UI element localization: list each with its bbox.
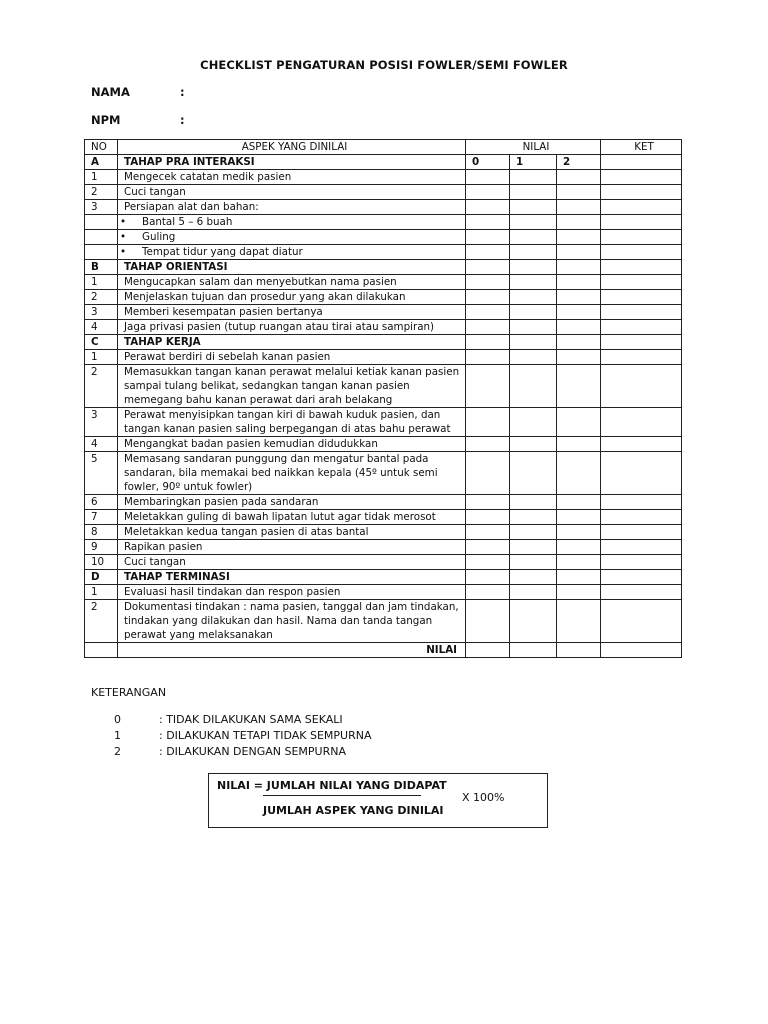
score-cell-1[interactable] — [510, 365, 557, 408]
header-nilai: NILAI — [466, 140, 601, 155]
score-cell-0[interactable] — [466, 320, 510, 335]
score-cell-0[interactable] — [466, 452, 510, 495]
npm-label: NPM — [91, 113, 121, 127]
legend-desc: : DILAKUKAN TETAPI TIDAK SEMPURNA — [159, 729, 372, 742]
score-cell-1[interactable] — [510, 170, 557, 185]
ket-cell[interactable] — [601, 525, 682, 540]
legend-desc: : TIDAK DILAKUKAN SAMA SEKALI — [159, 713, 343, 726]
score-cell-0[interactable] — [466, 585, 510, 600]
nama-colon: : — [180, 85, 185, 99]
item-no: 2 — [85, 185, 118, 200]
score-cell-0[interactable] — [466, 408, 510, 437]
score-cell-2[interactable] — [557, 290, 601, 305]
table-row — [85, 510, 682, 525]
score-cell-2[interactable] — [557, 540, 601, 555]
ket-cell[interactable] — [601, 320, 682, 335]
item-no: 2 — [85, 600, 118, 643]
score-cell-0[interactable] — [466, 185, 510, 200]
ket-cell[interactable] — [601, 495, 682, 510]
score-label-0: 0 — [466, 155, 510, 170]
score-cell-0[interactable] — [466, 215, 510, 230]
table-row — [85, 305, 682, 320]
score-cell-0[interactable] — [466, 230, 510, 245]
ket-cell[interactable] — [601, 155, 682, 170]
section-no: A — [85, 155, 118, 170]
score-cell-2[interactable] — [557, 600, 601, 643]
score-cell-1[interactable] — [510, 245, 557, 260]
score-cell-1[interactable] — [510, 525, 557, 540]
bullet-row — [85, 215, 682, 230]
ket-cell[interactable] — [601, 350, 682, 365]
ket-cell[interactable] — [601, 585, 682, 600]
score-cell-2[interactable] — [557, 200, 601, 215]
table-row — [85, 185, 682, 200]
ket-cell[interactable] — [601, 200, 682, 215]
item-text: Memberi kesempatan pasien bertanya — [118, 305, 466, 320]
item-text: Evaluasi hasil tindakan dan respon pasien — [118, 585, 466, 600]
item-no: 1 — [85, 170, 118, 185]
table-row — [85, 290, 682, 305]
document-title: CHECKLIST PENGATURAN POSISI FOWLER/SEMI FOWLER — [200, 58, 568, 72]
score-cell-0[interactable] — [466, 555, 510, 570]
table-row — [85, 600, 682, 643]
score-cell-2[interactable] — [557, 495, 601, 510]
score-cell-0[interactable] — [466, 437, 510, 452]
bullet-icon: • — [120, 216, 127, 228]
item-text: Mengucapkan salam dan menyebutkan nama pasien — [118, 275, 466, 290]
score-cell-2[interactable] — [557, 452, 601, 495]
score-cell-1[interactable] — [510, 437, 557, 452]
item-text: Membaringkan pasien pada sandaran — [118, 495, 466, 510]
ket-cell[interactable] — [601, 600, 682, 643]
table-header-row — [85, 140, 682, 155]
total-label: NILAI — [118, 643, 466, 658]
score-cell-2[interactable] — [557, 585, 601, 600]
item-no: 5 — [85, 452, 118, 495]
ket-cell[interactable] — [601, 290, 682, 305]
score-cell-1[interactable] — [510, 215, 557, 230]
score-cell-1[interactable] — [510, 555, 557, 570]
score-cell-1[interactable] — [510, 600, 557, 643]
score-cell-2[interactable] — [557, 275, 601, 290]
score-cell-2[interactable] — [557, 245, 601, 260]
score-cell-0[interactable] — [466, 540, 510, 555]
section-title: TAHAP ORIENTASI — [118, 260, 466, 275]
score-cell-2[interactable] — [557, 408, 601, 437]
item-text: Perawat menyisipkan tangan kiri di bawah kuduk pasien, dan tangan kanan pasien saling berpegangan di atas bahu perawat — [118, 408, 466, 437]
item-no: 10 — [85, 555, 118, 570]
item-text: Perawat berdiri di sebelah kanan pasien — [118, 350, 466, 365]
item-text: Dokumentasi tindakan : nama pasien, tanggal dan jam tindakan, tindakan yang dilakukan dan hasil. Nama dan tanda tangan perawat yang melaksanakan — [118, 600, 466, 643]
score-cell-0[interactable] — [466, 365, 510, 408]
score-cell-0[interactable] — [466, 495, 510, 510]
item-no: 3 — [85, 408, 118, 437]
section-row — [85, 155, 682, 170]
table-row — [85, 540, 682, 555]
score-cell-1[interactable] — [510, 200, 557, 215]
item-no: 8 — [85, 525, 118, 540]
table-row — [85, 555, 682, 570]
ket-cell[interactable] — [601, 408, 682, 437]
score-cell-1[interactable] — [510, 495, 557, 510]
score-cell-0[interactable] — [466, 525, 510, 540]
legend-code: 1 — [114, 729, 121, 742]
item-text: Cuci tangan — [118, 185, 466, 200]
bullet-icon: • — [120, 246, 127, 258]
item-text: Mengecek catatan medik pasien — [118, 170, 466, 185]
table-row — [85, 585, 682, 600]
score-cell-1[interactable] — [510, 510, 557, 525]
score-formula-box — [208, 773, 548, 828]
ket-cell[interactable] — [601, 230, 682, 245]
ket-cell[interactable] — [601, 245, 682, 260]
table-row — [85, 452, 682, 495]
score-cell-0[interactable] — [466, 290, 510, 305]
section-title: TAHAP TERMINASI — [118, 570, 466, 585]
bullet-row — [85, 230, 682, 245]
table-row — [85, 525, 682, 540]
score-cell-2[interactable] — [557, 350, 601, 365]
table-row — [85, 495, 682, 510]
bullet-icon: • — [120, 231, 127, 243]
table-row — [85, 170, 682, 185]
score-cell-1[interactable] — [510, 408, 557, 437]
section-row — [85, 260, 682, 275]
table-row — [85, 275, 682, 290]
total-row — [85, 643, 682, 658]
score-cell-2[interactable] — [557, 555, 601, 570]
table-row — [85, 365, 682, 408]
item-text: Meletakkan kedua tangan pasien di atas bantal — [118, 525, 466, 540]
header-aspek: ASPEK YANG DINILAI — [118, 140, 466, 155]
item-no: 7 — [85, 510, 118, 525]
section-row — [85, 570, 682, 585]
score-cell-1[interactable] — [510, 540, 557, 555]
item-text: Memasang sandaran punggung dan mengatur bantal pada sandaran, bila memakai bed naikkan kepala (45º untuk semi fowler, 90º untuk fowler) — [118, 452, 466, 495]
ket-cell[interactable] — [601, 365, 682, 408]
score-cell-2[interactable] — [557, 525, 601, 540]
fraction-line — [263, 795, 421, 796]
table-row — [85, 200, 682, 215]
score-label-2: 2 — [557, 155, 601, 170]
item-no: 1 — [85, 350, 118, 365]
header-ket: KET — [601, 140, 682, 155]
item-no: 4 — [85, 437, 118, 452]
legend-desc: : DILAKUKAN DENGAN SEMPURNA — [159, 745, 346, 758]
ket-cell[interactable] — [601, 170, 682, 185]
score-cell-1[interactable] — [510, 350, 557, 365]
legend-code: 0 — [114, 713, 121, 726]
nama-label: NAMA — [91, 85, 130, 99]
score-cell-2[interactable] — [557, 320, 601, 335]
ket-cell[interactable] — [601, 437, 682, 452]
score-cell-1[interactable] — [510, 275, 557, 290]
total-ket-cell[interactable] — [601, 643, 682, 658]
table-row — [85, 437, 682, 452]
ket-cell[interactable] — [601, 275, 682, 290]
section-no: B — [85, 260, 118, 275]
ket-cell[interactable] — [601, 305, 682, 320]
header-no: NO — [85, 140, 118, 155]
item-no: 6 — [85, 495, 118, 510]
section-no: C — [85, 335, 118, 350]
section-title: TAHAP PRA INTERAKSI — [118, 155, 466, 170]
item-no: 3 — [85, 200, 118, 215]
total-cell-0[interactable] — [466, 643, 510, 658]
legend-code: 2 — [114, 745, 121, 758]
item-no: 3 — [85, 305, 118, 320]
score-cell-2[interactable] — [557, 185, 601, 200]
score-cell-2[interactable] — [557, 170, 601, 185]
item-text: Meletakkan guling di bawah lipatan lutut agar tidak merosot — [118, 510, 466, 525]
checklist-table — [84, 139, 682, 658]
item-text: Menjelaskan tujuan dan prosedur yang akan dilakukan — [118, 290, 466, 305]
keterangan-title: KETERANGAN — [91, 686, 167, 699]
total-cell-2[interactable] — [557, 643, 601, 658]
ket-cell[interactable] — [601, 540, 682, 555]
table-row — [85, 320, 682, 335]
item-text: Memasukkan tangan kanan perawat melalui ketiak kanan pasien sampai tulang belikat, sedangkan tangan kanan pasien memegang bahu kanan perawat dari arah belakang — [118, 365, 466, 408]
section-no: D — [85, 570, 118, 585]
score-cell-1[interactable] — [510, 452, 557, 495]
score-cell-2[interactable] — [557, 510, 601, 525]
score-cell-2[interactable] — [557, 215, 601, 230]
bullet-text: Bantal 5 – 6 buah — [142, 216, 233, 228]
item-text: Mengangkat badan pasien kemudian didudukkan — [118, 437, 466, 452]
score-cell-2[interactable] — [557, 365, 601, 408]
item-text: Jaga privasi pasien (tutup ruangan atau tirai atau sampiran) — [118, 320, 466, 335]
ket-cell[interactable] — [601, 185, 682, 200]
score-cell-1[interactable] — [510, 305, 557, 320]
item-no: 1 — [85, 585, 118, 600]
score-cell-1[interactable] — [510, 320, 557, 335]
formula-numerator: NILAI = JUMLAH NILAI YANG DIDAPAT — [217, 779, 447, 792]
score-cell-0[interactable] — [466, 600, 510, 643]
score-cell-0[interactable] — [466, 200, 510, 215]
item-no: 9 — [85, 540, 118, 555]
score-cell-0[interactable] — [466, 170, 510, 185]
item-no: 2 — [85, 290, 118, 305]
formula-multiplier: X 100% — [462, 791, 505, 804]
table-row — [85, 408, 682, 437]
score-cell-1[interactable] — [510, 230, 557, 245]
bullet-text: Guling — [142, 231, 176, 243]
formula-denominator: JUMLAH ASPEK YANG DINILAI — [263, 804, 444, 817]
bullet-row — [85, 245, 682, 260]
bullet-text: Tempat tidur yang dapat diatur — [142, 246, 303, 258]
total-cell-1[interactable] — [510, 643, 557, 658]
score-cell-0[interactable] — [466, 245, 510, 260]
item-no: 4 — [85, 320, 118, 335]
ket-cell[interactable] — [601, 555, 682, 570]
npm-colon: : — [180, 113, 185, 127]
ket-cell[interactable] — [601, 510, 682, 525]
item-no: 2 — [85, 365, 118, 408]
section-title: TAHAP KERJA — [118, 335, 466, 350]
score-cell-2[interactable] — [557, 437, 601, 452]
score-cell-0[interactable] — [466, 510, 510, 525]
table-row — [85, 350, 682, 365]
score-cell-1[interactable] — [510, 585, 557, 600]
score-cell-0[interactable] — [466, 350, 510, 365]
score-cell-2[interactable] — [557, 305, 601, 320]
score-cell-1[interactable] — [510, 290, 557, 305]
ket-cell[interactable] — [601, 215, 682, 230]
item-text: Persiapan alat dan bahan: — [118, 200, 466, 215]
score-cell-1[interactable] — [510, 185, 557, 200]
score-cell-2[interactable] — [557, 230, 601, 245]
item-text: Cuci tangan — [118, 555, 466, 570]
ket-cell[interactable] — [601, 452, 682, 495]
score-cell-0[interactable] — [466, 305, 510, 320]
item-text: Rapikan pasien — [118, 540, 466, 555]
score-cell-0[interactable] — [466, 275, 510, 290]
score-label-1: 1 — [510, 155, 557, 170]
section-row — [85, 335, 682, 350]
item-no: 1 — [85, 275, 118, 290]
